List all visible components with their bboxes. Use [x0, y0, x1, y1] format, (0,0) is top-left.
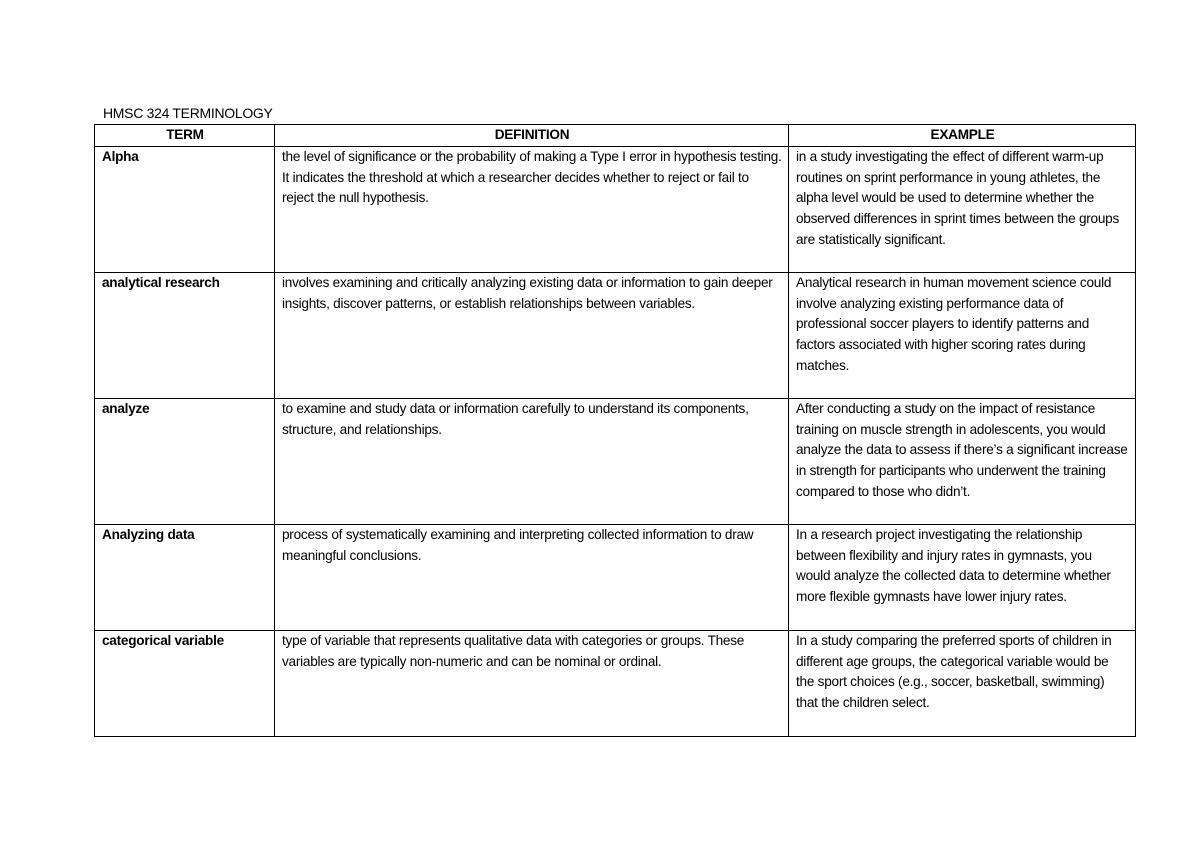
definition-cell: involves examining and critically analyzing existing data or information to gain deeper insights, discover patterns, or establish relationships between variables.: [275, 272, 789, 398]
definition-cell: to examine and study data or information carefully to understand its components, structure, and relationships.: [275, 398, 789, 524]
table-header-row: [95, 125, 1136, 147]
term-cell: analyze: [95, 398, 275, 524]
example-cell: In a research project investigating the relationship between flexibility and injury rates in gymnasts, you would analyze the collected data to determine whether more flexible gymnasts have lower injury rates.: [789, 524, 1136, 630]
definition-cell: the level of significance or the probability of making a Type I error in hypothesis testing. It indicates the threshold at which a researcher decides whether to reject or fail to reject the null hypothesis.: [275, 146, 789, 272]
example-cell: After conducting a study on the impact of resistance training on muscle strength in adolescents, you would analyze the data to assess if there’s a significant increase in strength for participants who underwent the training compared to those who didn’t.: [789, 398, 1136, 524]
document-title: HMSC 324 TERMINOLOGY: [103, 105, 273, 121]
term-cell: analytical research: [95, 272, 275, 398]
header-definition: DEFINITION: [275, 125, 789, 147]
example-cell: in a study investigating the effect of different warm-up routines on sprint performance in young athletes, the alpha level would be used to determine whether the observed differences in sprint times between the groups are statistically significant.: [789, 146, 1136, 272]
table-row: [95, 630, 1136, 736]
definition-cell: type of variable that represents qualitative data with categories or groups. These variables are typically non-numeric and can be nominal or ordinal.: [275, 630, 789, 736]
table-row: [95, 146, 1136, 272]
table-row: [95, 272, 1136, 398]
term-cell: Analyzing data: [95, 524, 275, 630]
term-cell: Alpha: [95, 146, 275, 272]
example-cell: In a study comparing the preferred sports of children in different age groups, the categorical variable would be the sport choices (e.g., soccer, basketball, swimming) that the children select.: [789, 630, 1136, 736]
definition-cell: process of systematically examining and interpreting collected information to draw meaningful conclusions.: [275, 524, 789, 630]
term-cell: categorical variable: [95, 630, 275, 736]
terminology-table: [94, 124, 1136, 737]
table-row: [95, 524, 1136, 630]
header-example: EXAMPLE: [789, 125, 1136, 147]
example-cell: Analytical research in human movement science could involve analyzing existing performance data of professional soccer players to identify patterns and factors associated with higher scoring rates during matches.: [789, 272, 1136, 398]
table-row: [95, 398, 1136, 524]
header-term: TERM: [95, 125, 275, 147]
